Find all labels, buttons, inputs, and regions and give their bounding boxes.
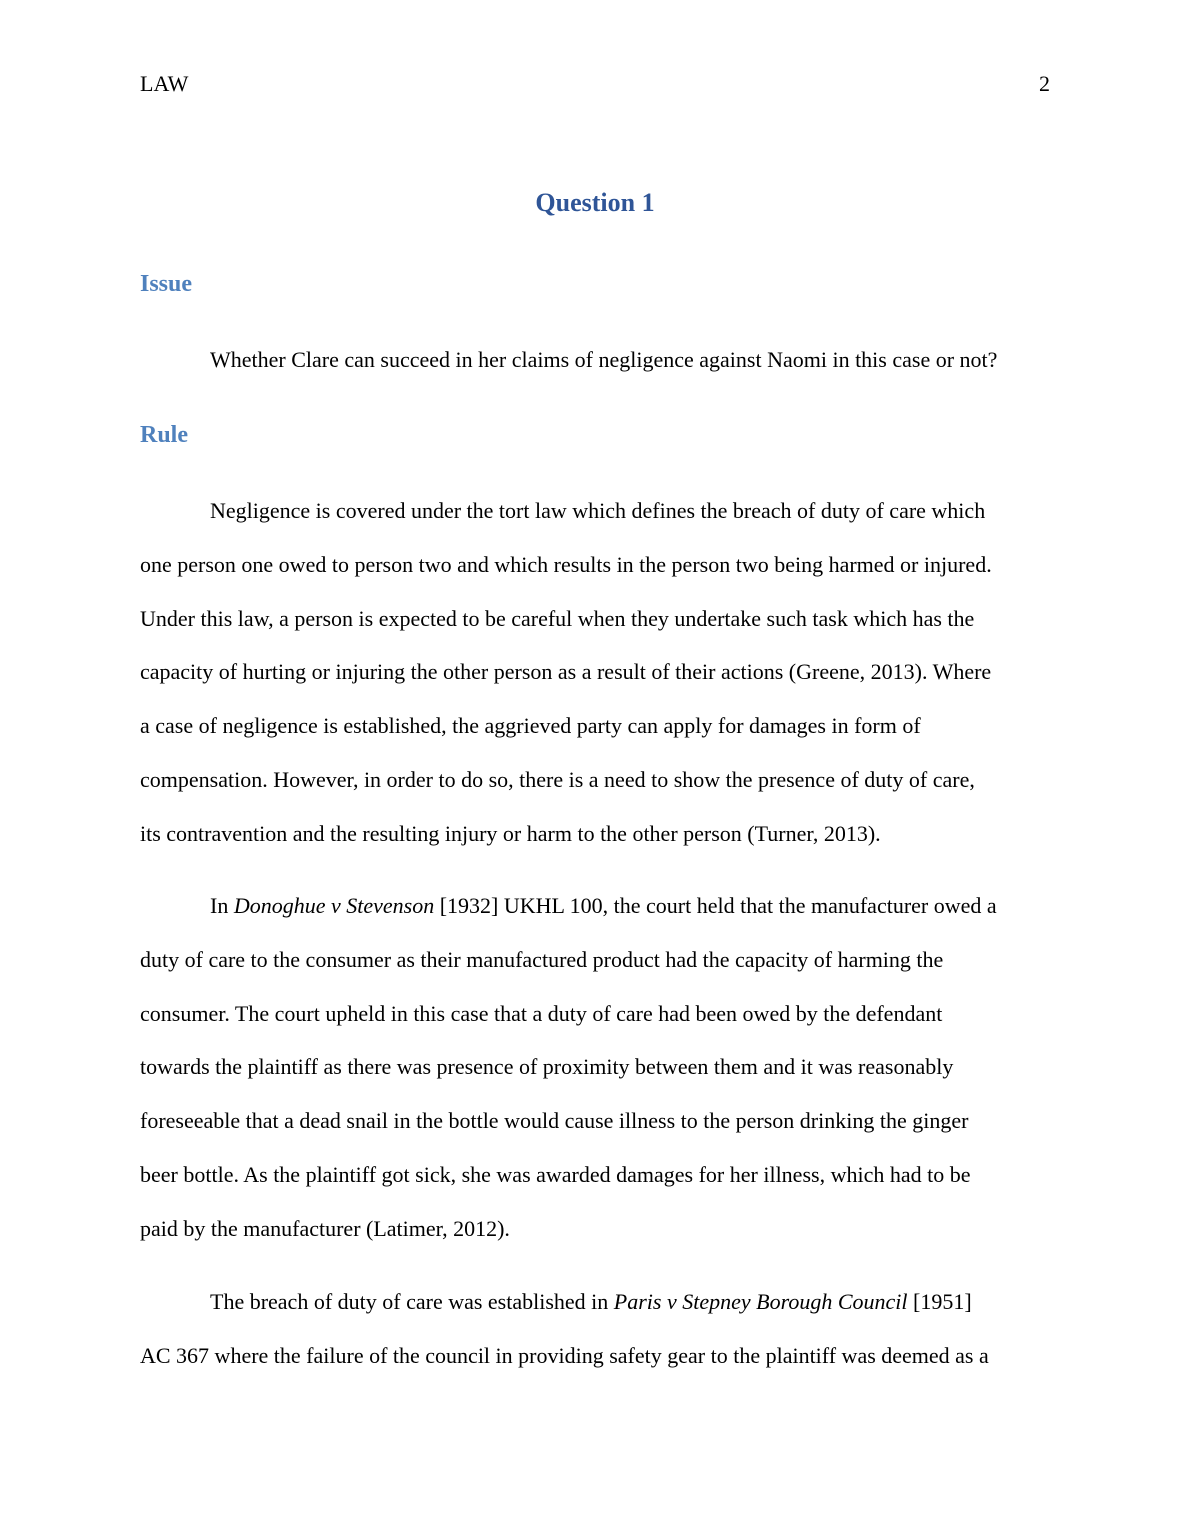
heading-issue: Issue: [140, 271, 193, 297]
case-citation-donoghue: Donoghue v Stevenson: [233, 893, 435, 918]
paragraph-line: towards the plaintiff as there was presence of proximity between them and it was reasonably: [140, 1054, 954, 1080]
rule-paragraph-3: [140, 1275, 1050, 1383]
heading-rule: Rule: [140, 422, 188, 448]
document-title: Question 1: [535, 188, 655, 217]
paragraph-line: Negligence is covered under the tort law which defines the breach of duty of care which: [210, 498, 986, 523]
rule-paragraph-1: [140, 484, 1050, 861]
paragraph-line: paid by the manufacturer (Latimer, 2012).: [140, 1215, 510, 1241]
paragraph-line: capacity of hurting or injuring the other person as a result of their actions (Greene, 2013). Where: [140, 659, 992, 685]
running-head: LAW: [140, 71, 189, 96]
page-number: 2: [1039, 71, 1050, 96]
paragraph-line: compensation. However, in order to do so, there is a need to show the presence of duty of care,: [140, 766, 975, 792]
paragraph-line: a case of negligence is established, the aggrieved party can apply for damages in form of: [140, 713, 921, 739]
paragraph-line: foreseeable that a dead snail in the bottle would cause illness to the person drinking the ginger: [140, 1108, 969, 1134]
paragraph-line: one person one owed to person two and which results in the person two being harmed or injured.: [140, 551, 992, 577]
issue-paragraph: [140, 333, 1050, 387]
paragraph-line: Under this law, a person is expected to be careful when they undertake such task which has the: [140, 605, 975, 631]
case-citation-paris: Paris v Stepney Borough Council: [613, 1289, 908, 1314]
rule-paragraph-2: [140, 879, 1050, 1256]
paragraph-line: In Donoghue v Stevenson [1932] UKHL 100, the court held that the manufacturer owed a: [210, 893, 997, 918]
paragraph-line: its contravention and the resulting injury or harm to the other person (Turner, 2013).: [140, 820, 881, 846]
paragraph-line: duty of care to the consumer as their manufactured product had the capacity of harming the: [140, 946, 944, 972]
paragraph-line: beer bottle. As the plaintiff got sick, she was awarded damages for her illness, which had to be: [140, 1161, 971, 1187]
paragraph-line: The breach of duty of care was established in Paris v Stepney Borough Council [1951]: [210, 1289, 972, 1314]
paragraph-line: consumer. The court upheld in this case that a duty of care had been owed by the defendant: [140, 1000, 943, 1026]
paragraph-line: Whether Clare can succeed in her claims of negligence against Naomi in this case or not?: [210, 347, 998, 372]
paragraph-line: AC 367 where the failure of the council in providing safety gear to the plaintiff was deemed as a: [140, 1342, 989, 1368]
